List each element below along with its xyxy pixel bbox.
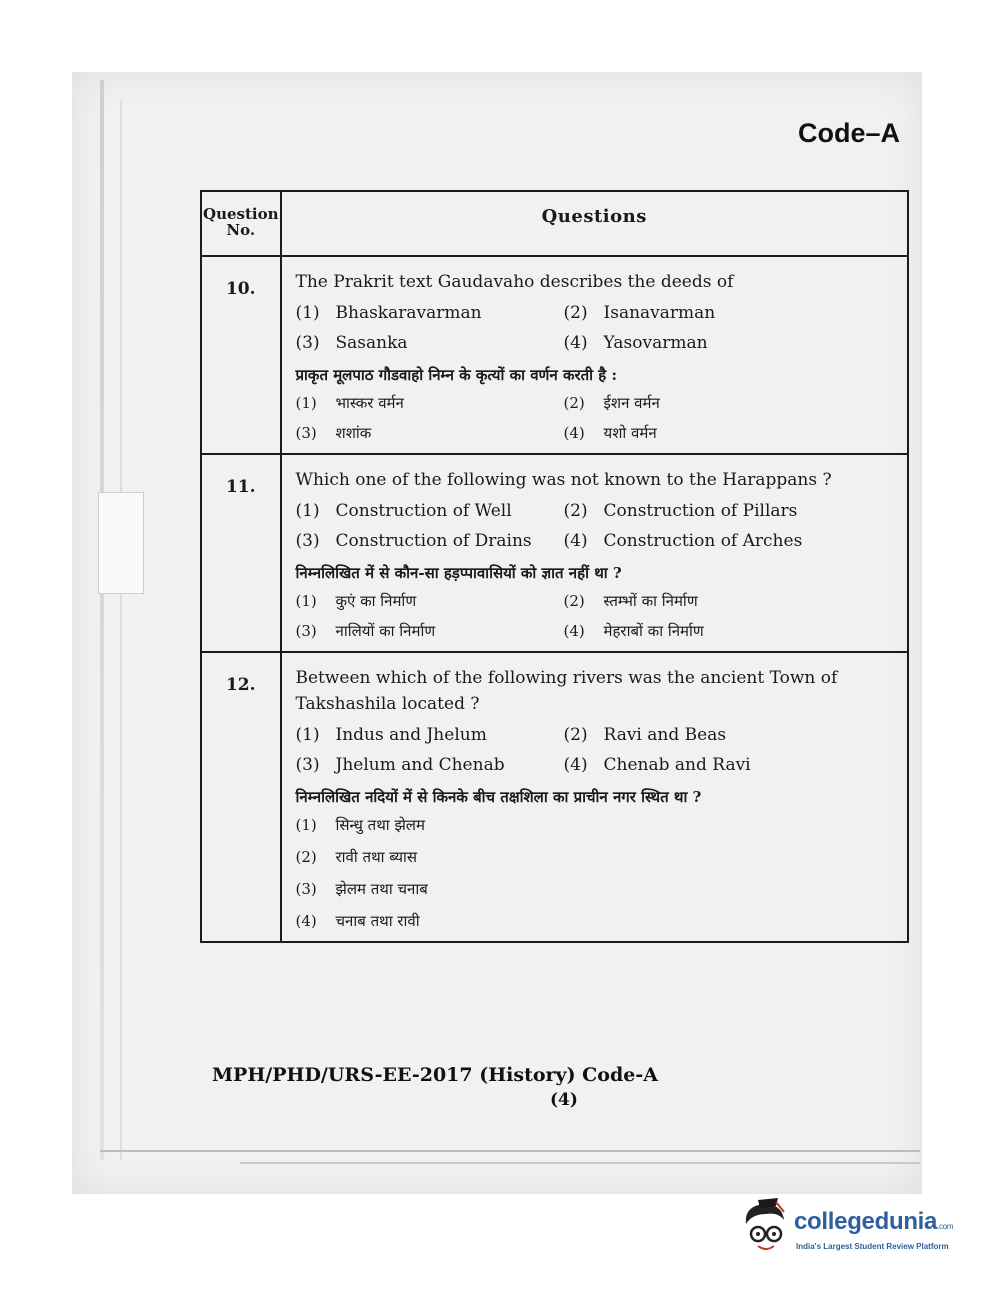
page-edge	[100, 80, 104, 1160]
option: (4) Yasovarman	[563, 333, 708, 353]
option: (2) Ravi and Beas	[563, 725, 727, 745]
question-number: 11.	[201, 454, 281, 652]
option: (2) Isanavarman	[563, 303, 716, 323]
options-hindi	[296, 815, 902, 931]
option: (1) Construction of Well	[295, 501, 512, 521]
option: (1) Indus and Jhelum	[295, 725, 487, 745]
option: (1) भास्कर वर्मन	[295, 394, 404, 412]
options-english	[296, 303, 902, 353]
option: (3) झेलम तथा चनाब	[295, 880, 428, 898]
option: (3) Sasanka	[295, 333, 408, 353]
question-body	[281, 454, 909, 652]
question-number: 10.	[201, 256, 281, 454]
question-table	[200, 190, 909, 943]
option: (1) Bhaskaravarman	[295, 303, 482, 323]
option: (2) ईशन वर्मन	[563, 394, 660, 412]
question-number: 12.	[201, 652, 281, 942]
question-text: The Prakrit text Gaudavaho describes the deeds of	[295, 272, 734, 292]
question-text: Which one of the following was not known to the Harappans ?	[295, 470, 832, 490]
option: (4) यशो वर्मन	[563, 424, 657, 442]
paper-code: Code–A	[798, 118, 901, 148]
logo-tagline: India's Largest Student Review Platform	[796, 1242, 949, 1251]
option: (4) चनाब तथा रावी	[295, 912, 420, 930]
option: (2) Construction of Pillars	[563, 501, 798, 521]
question-body	[281, 256, 909, 454]
header-question-no: Question No.	[201, 191, 281, 256]
question-row	[201, 454, 908, 652]
question-row	[201, 652, 908, 942]
option: (4) मेहराबों का निर्माण	[563, 622, 704, 640]
option: (3) Jhelum and Chenab	[295, 755, 505, 775]
page-bottom-edge-inner	[240, 1162, 920, 1164]
options-english	[296, 501, 902, 551]
options-english	[296, 725, 902, 775]
option: (3) शशांक	[295, 424, 372, 442]
options-hindi	[296, 393, 902, 443]
table-header-row	[201, 191, 908, 256]
collegedunia-logo	[738, 1198, 968, 1268]
option: (3) नालियों का निर्माण	[295, 622, 436, 640]
question-body	[281, 652, 909, 942]
option: (4) Construction of Arches	[563, 531, 803, 551]
question-text-hindi: निम्नलिखित नदियों में से किनके बीच तक्षशिला का प्राचीन नगर स्थित था ?	[295, 788, 702, 806]
page-edge-inner	[120, 100, 122, 1160]
options-hindi	[296, 591, 902, 641]
question-text: Between which of the following rivers was the ancient Town of Takshashila located ?	[295, 668, 838, 714]
option: (4) Chenab and Ravi	[563, 755, 751, 775]
option: (3) Construction of Drains	[295, 531, 532, 551]
question-text-hindi: निम्नलिखित में से कौन-सा हड़प्पावासियों को ज्ञात नहीं था ?	[295, 564, 622, 582]
logo-wordmark: collegedunia.com	[794, 1208, 954, 1235]
page-bottom-edge	[100, 1150, 920, 1152]
page-number: (4)	[550, 1090, 578, 1110]
question-row	[201, 256, 908, 454]
option: (2) रावी तथा ब्यास	[295, 848, 418, 866]
header-questions: Questions	[281, 191, 909, 256]
torn-paper-fragment	[98, 492, 144, 594]
option: (1) सिन्धु तथा झेलम	[295, 816, 425, 834]
mascot-icon	[738, 1198, 794, 1258]
question-text-hindi: प्राकृत मूलपाठ गौडवाहो निम्न के कृत्यों का वर्णन करती है :	[295, 366, 617, 384]
option: (1) कुएं का निर्माण	[295, 592, 417, 610]
option: (2) स्तम्भों का निर्माण	[563, 592, 698, 610]
footer-paper-code: MPH/PHD/URS-EE-2017 (History) Code-A	[212, 1064, 658, 1086]
